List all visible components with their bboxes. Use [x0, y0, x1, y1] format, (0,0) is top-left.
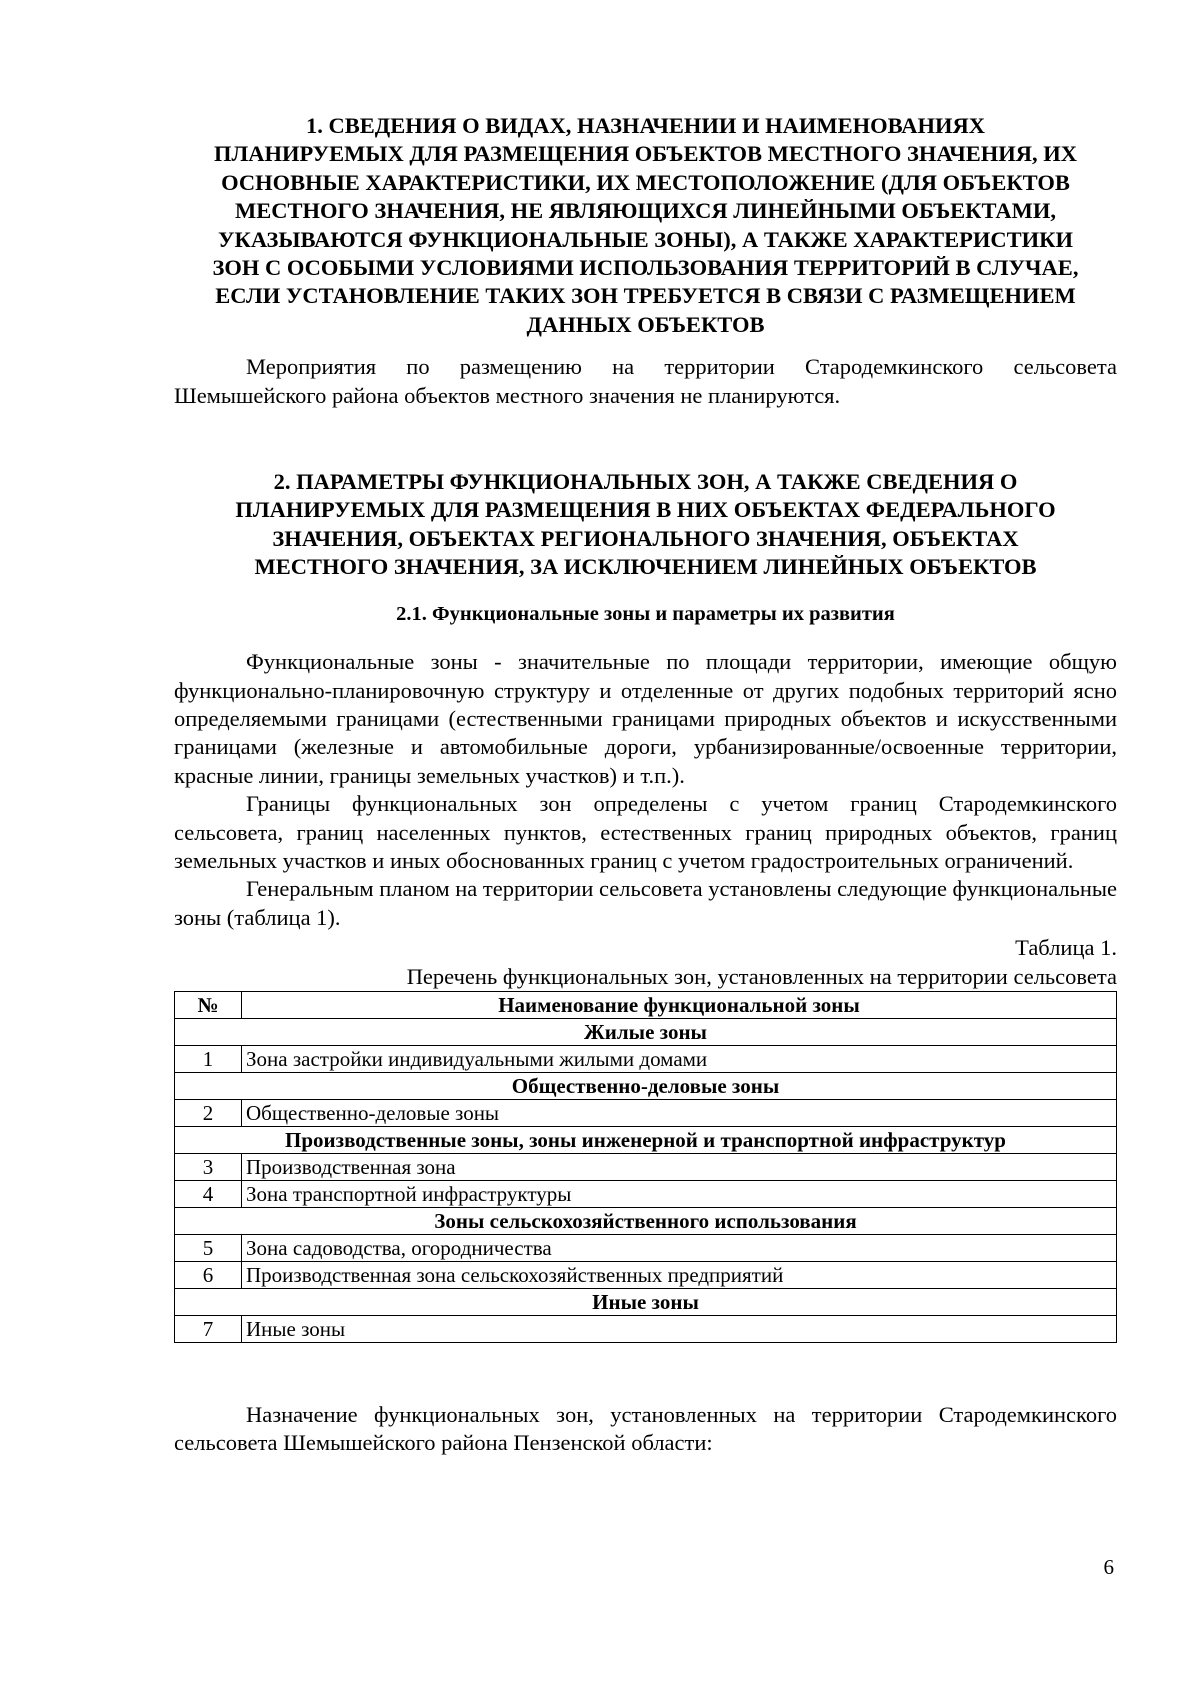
header-zone-name: Наименование функциональной зоны: [242, 992, 1117, 1019]
row-zone-name: Зона застройки индивидуальными жилыми домами: [242, 1046, 1117, 1073]
group-title: Производственные зоны, зоны инженерной и транспортной инфраструктур: [175, 1127, 1117, 1154]
heading-line: ПЛАНИРУЕМЫХ ДЛЯ РАЗМЕЩЕНИЯ В НИХ ОБЪЕКТАХ ФЕДЕРАЛЬНОГО: [235, 497, 1056, 523]
row-zone-name: Производственная зона: [242, 1154, 1117, 1181]
row-number: 5: [175, 1235, 242, 1262]
table-group-row: [175, 1073, 1117, 1100]
heading-line: ЕСЛИ УСТАНОВЛЕНИЕ ТАКИХ ЗОН ТРЕБУЕТСЯ В СВЯЗИ С РАЗМЕЩЕНИЕМ: [215, 283, 1076, 309]
heading-line: ЗНАЧЕНИЯ, ОБЪЕКТАХ РЕГИОНАЛЬНОГО ЗНАЧЕНИЯ, ОБЪЕКТАХ: [272, 525, 1019, 551]
heading-line: 1. СВЕДЕНИЯ О ВИДАХ, НАЗНАЧЕНИИ И НАИМЕНОВАНИЯХ: [306, 113, 985, 138]
table-header-row: [175, 992, 1117, 1019]
row-number: 4: [175, 1181, 242, 1208]
table-row: [175, 1316, 1117, 1343]
table-row: [175, 1262, 1117, 1289]
heading-line: ПЛАНИРУЕМЫХ ДЛЯ РАЗМЕЩЕНИЯ ОБЪЕКТОВ МЕСТНОГО ЗНАЧЕНИЯ, ИХ: [213, 141, 1078, 167]
subsection-2-1-heading: 2.1. Функциональные зоны и параметры их развития: [396, 602, 895, 625]
section-1-heading: [174, 112, 1117, 339]
table-group-row: [175, 1019, 1117, 1046]
heading-line: МЕСТНОГО ЗНАЧЕНИЯ, ЗА ИСКЛЮЧЕНИЕМ ЛИНЕЙНЫХ ОБЪЕКТОВ: [254, 554, 1037, 580]
row-number: 6: [175, 1262, 242, 1289]
heading-line: УКАЗЫВАЮТСЯ ФУНКЦИОНАЛЬНЫЕ ЗОНЫ), А ТАКЖЕ ХАРАКТЕРИСТИКИ: [218, 226, 1073, 252]
heading-line: ЗОН С ОСОБЫМИ УСЛОВИЯМИ ИСПОЛЬЗОВАНИЯ ТЕРРИТОРИЙ В СЛУЧАЕ,: [212, 255, 1079, 281]
body-paragraph: Генеральным планом на территории сельсовета установлены следующие функциональные зоны (таблица 1).: [174, 876, 1117, 930]
section-2-heading: [174, 468, 1117, 582]
document-page: [174, 112, 1117, 1458]
heading-line: МЕСТНОГО ЗНАЧЕНИЯ, НЕ ЯВЛЯЮЩИХСЯ ЛИНЕЙНЫМИ ОБЪЕКТАМИ,: [234, 198, 1056, 224]
table-row: [175, 1100, 1117, 1127]
group-title: Иные зоны: [175, 1289, 1117, 1316]
group-title: Жилые зоны: [175, 1019, 1117, 1046]
header-number: №: [175, 992, 242, 1019]
row-number: 1: [175, 1046, 242, 1073]
table-row: [175, 1154, 1117, 1181]
body-paragraph: Границы функциональных зон определены с учетом границ Стародемкинского сельсовета, границ населенных пунктов, естественных границ природных объектов, границ земельных участков и иных обоснованных границ с учетом градостроительных ограничений.: [174, 791, 1117, 874]
section-1-paragraph: Мероприятия по размещению на территории Стародемкинского сельсовета Шемышейского района объектов местного значения не планируются.: [174, 354, 1117, 408]
closing-paragraph: Назначение функциональных зон, установленных на территории Стародемкинского сельсовета Шемышейского района Пензенской области:: [174, 1402, 1117, 1456]
row-zone-name: Зона садоводства, огородничества: [242, 1235, 1117, 1262]
functional-zones-table: [174, 991, 1117, 1343]
table-row: [175, 1181, 1117, 1208]
table-group-row: [175, 1208, 1117, 1235]
table-group-row: [175, 1127, 1117, 1154]
table-caption: Перечень функциональных зон, установленных на территории сельсовета: [406, 963, 1117, 989]
row-number: 3: [175, 1154, 242, 1181]
row-number: 7: [175, 1316, 242, 1343]
heading-line: 2. ПАРАМЕТРЫ ФУНКЦИОНАЛЬНЫХ ЗОН, А ТАКЖЕ СВЕДЕНИЯ О: [273, 469, 1018, 495]
group-title: Зоны сельскохозяйственного использования: [175, 1208, 1117, 1235]
table-label: Таблица 1.: [1015, 935, 1117, 961]
row-zone-name: Производственная зона сельскохозяйственных предприятий: [242, 1262, 1117, 1289]
group-title: Общественно-деловые зоны: [175, 1073, 1117, 1100]
table-row: [175, 1046, 1117, 1073]
page-number: 6: [1103, 1555, 1114, 1579]
table-group-row: [175, 1289, 1117, 1316]
row-zone-name: Зона транспортной инфраструктуры: [242, 1181, 1117, 1208]
row-number: 2: [175, 1100, 242, 1127]
body-paragraph: Функциональные зоны - значительные по площади территории, имеющие общую функционально-планировочную структуру и отделенные от других подобных территорий ясно определяемыми границами (естественными границами природных объектов и искусственными границами (железные и автомобильные дороги, урбанизированные/освоенные территории, красные линии, границы земельных участков) и т.п.).: [174, 649, 1117, 788]
heading-line: ОСНОВНЫЕ ХАРАКТЕРИСТИКИ, ИХ МЕСТОПОЛОЖЕНИЕ (ДЛЯ ОБЪЕКТОВ: [221, 169, 1070, 195]
row-zone-name: Иные зоны: [242, 1316, 1117, 1343]
heading-line: ДАННЫХ ОБЪЕКТОВ: [526, 311, 765, 337]
row-zone-name: Общественно-деловые зоны: [242, 1100, 1117, 1127]
table-row: [175, 1235, 1117, 1262]
